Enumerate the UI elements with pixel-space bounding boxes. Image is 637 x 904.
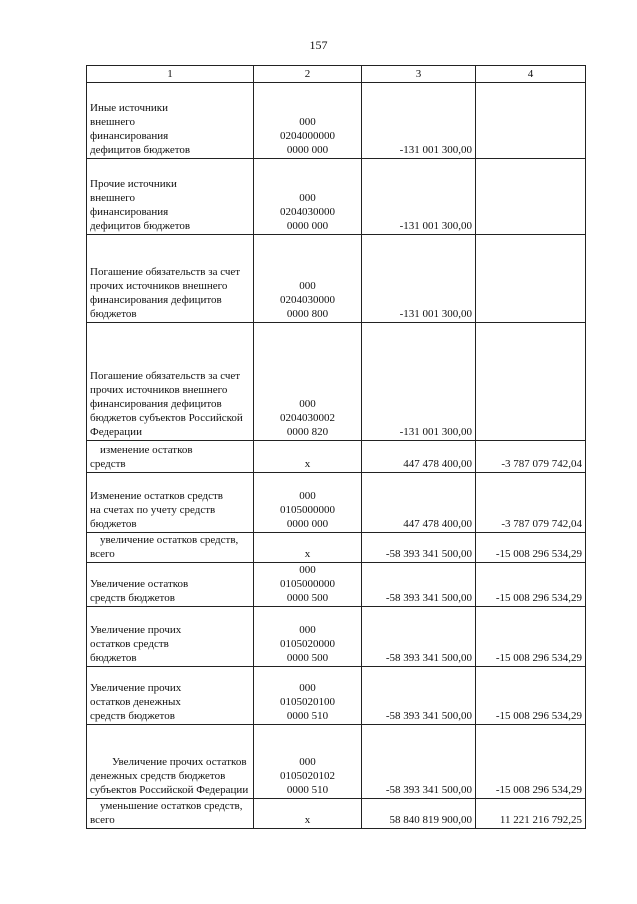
row-code: 000 0204030002 0000 820 — [254, 323, 362, 441]
row-value-col3: -58 393 341 500,00 — [362, 667, 476, 725]
row-name: Увеличение прочих остатков денежных средств бюджетов — [87, 667, 254, 725]
row-value-col4 — [476, 323, 586, 441]
row-value-col4 — [476, 159, 586, 235]
table-row — [87, 473, 586, 533]
row-name: Прочие источники внешнего финансирования дефицитов бюджетов — [87, 159, 254, 235]
row-value-col3: -58 393 341 500,00 — [362, 607, 476, 667]
row-value-col4: -15 008 296 534,29 — [476, 725, 586, 799]
row-value-col4: -15 008 296 534,29 — [476, 667, 586, 725]
row-value-col3: -131 001 300,00 — [362, 235, 476, 323]
row-code: 000 0204030000 0000 000 — [254, 159, 362, 235]
row-value-col4 — [476, 235, 586, 323]
row-name: Погашение обязательств за счет прочих источников внешнего финансирования дефицитов бюджетов — [87, 235, 254, 323]
row-code: 000 0105000000 0000 500 — [254, 563, 362, 607]
row-code: х — [254, 799, 362, 829]
row-name: Увеличение прочих остатков средств бюджетов — [87, 607, 254, 667]
row-name: Изменение остатков средств на счетах по учету средств бюджетов — [87, 473, 254, 533]
row-value-col4: -3 787 079 742,04 — [476, 441, 586, 473]
row-code: 000 0105020102 0000 510 — [254, 725, 362, 799]
row-value-col3: -131 001 300,00 — [362, 83, 476, 159]
column-number-1: 1 — [87, 66, 254, 83]
row-code: 000 0105020000 0000 500 — [254, 607, 362, 667]
row-value-col3: -58 393 341 500,00 — [362, 533, 476, 563]
row-name: Погашение обязательств за счет прочих источников внешнего финансирования дефицитов бюджетов субъектов Российской Федерации — [87, 323, 254, 441]
table-row — [87, 563, 586, 607]
table-row — [87, 725, 586, 799]
row-name: изменение остатков средств — [87, 441, 254, 473]
column-number-2: 2 — [254, 66, 362, 83]
table-row — [87, 607, 586, 667]
table-row — [87, 235, 586, 323]
row-code: х — [254, 533, 362, 563]
row-code: х — [254, 441, 362, 473]
row-value-col4: -15 008 296 534,29 — [476, 607, 586, 667]
row-code: 000 0204030000 0000 800 — [254, 235, 362, 323]
row-value-col4 — [476, 83, 586, 159]
row-value-col3: -131 001 300,00 — [362, 323, 476, 441]
table-row — [87, 441, 586, 473]
row-value-col3: -131 001 300,00 — [362, 159, 476, 235]
row-name: уменьшение остатков средств, всего — [87, 799, 254, 829]
row-name: Увеличение прочих остатков денежных средств бюджетов субъектов Российской Федерации — [87, 725, 254, 799]
row-name: Увеличение остатков средств бюджетов — [87, 563, 254, 607]
row-value-col3: 58 840 819 900,00 — [362, 799, 476, 829]
row-value-col3: 447 478 400,00 — [362, 441, 476, 473]
table-row — [87, 799, 586, 829]
row-value-col4: -15 008 296 534,29 — [476, 563, 586, 607]
table-row — [87, 159, 586, 235]
row-value-col3: 447 478 400,00 — [362, 473, 476, 533]
row-code: 000 0105020100 0000 510 — [254, 667, 362, 725]
row-value-col4: -3 787 079 742,04 — [476, 473, 586, 533]
table-row — [87, 83, 586, 159]
row-value-col4: 11 221 216 792,25 — [476, 799, 586, 829]
row-value-col3: -58 393 341 500,00 — [362, 563, 476, 607]
row-value-col3: -58 393 341 500,00 — [362, 725, 476, 799]
table-row — [87, 323, 586, 441]
row-value-col4: -15 008 296 534,29 — [476, 533, 586, 563]
row-name: Иные источники внешнего финансирования дефицитов бюджетов — [87, 83, 254, 159]
column-number-3: 3 — [362, 66, 476, 83]
budget-sources-table — [86, 65, 586, 829]
page-number: 157 — [309, 38, 328, 52]
table-row — [87, 667, 586, 725]
table-header-row — [87, 66, 586, 83]
row-code: 000 0204000000 0000 000 — [254, 83, 362, 159]
row-code: 000 0105000000 0000 000 — [254, 473, 362, 533]
table-row — [87, 533, 586, 563]
column-number-4: 4 — [476, 66, 586, 83]
row-name: увеличение остатков средств, всего — [87, 533, 254, 563]
